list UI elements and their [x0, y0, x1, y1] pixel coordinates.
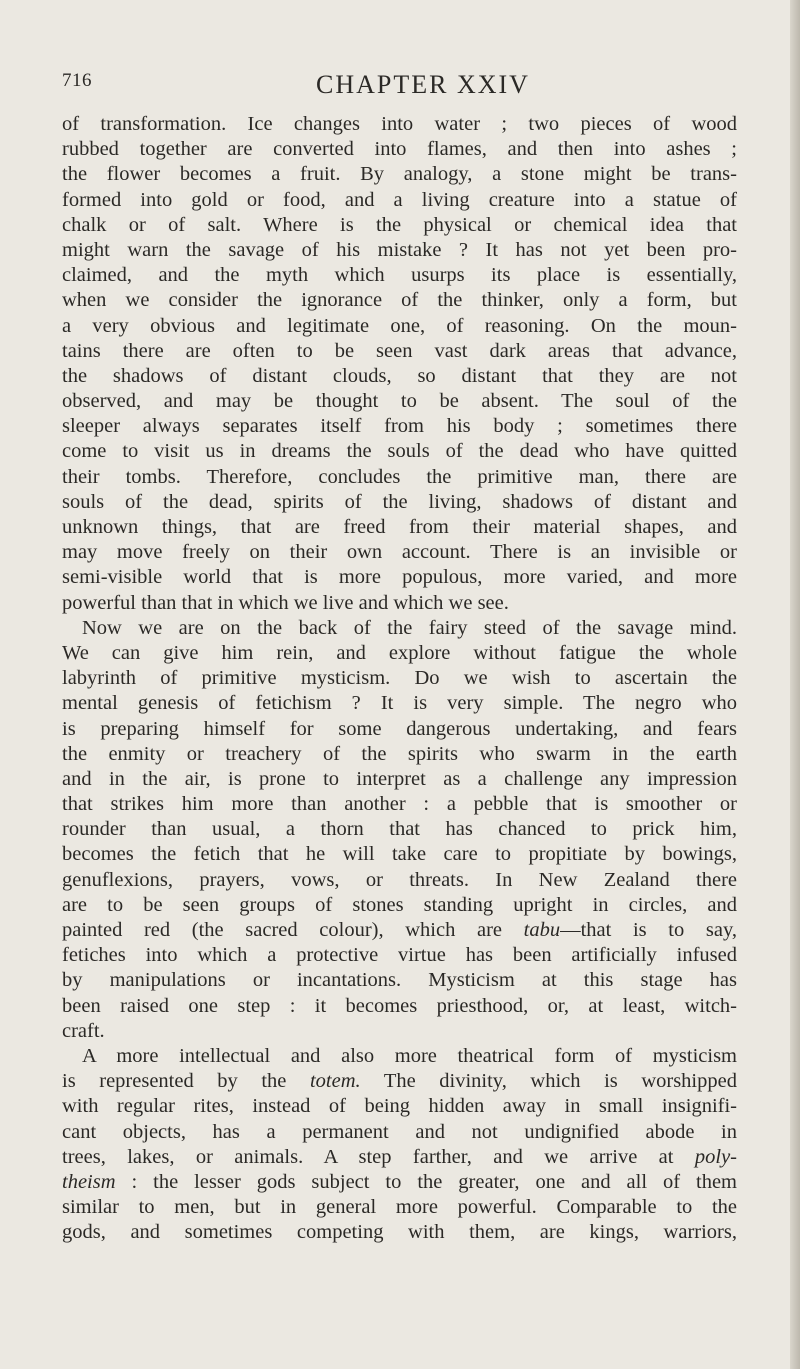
text-line: souls of the dead, spirits of the living, shadows of distant and	[62, 490, 737, 513]
text-line: that strikes him more than another : a pebble that is smoother or	[62, 793, 737, 816]
text-line: been raised one step : it becomes priesthood, or, at least, witch-	[62, 994, 737, 1017]
text-line	[62, 1170, 737, 1195]
text-segment: painted red (the sacred colour), which are	[62, 919, 524, 941]
italic-term: totem.	[309, 1070, 361, 1093]
text-line: claimed, and the myth which usurps its place is essentially,	[62, 264, 737, 287]
text-line: chalk or of salt. Where is the physical or chemical idea that	[62, 213, 737, 236]
text-line: cant objects, has a permanent and not undignified abode in	[62, 1120, 737, 1143]
text-line: gods, and sometimes competing with them, are kings, warriors,	[62, 1221, 737, 1244]
text-line: formed into gold or food, and a living creature into a statue of	[62, 188, 737, 211]
text-line: labyrinth of primitive mysticism. Do we wish to ascertain the	[62, 667, 737, 690]
text-line: genuflexions, prayers, vows, or threats. In New Zealand there	[62, 868, 737, 891]
text-line: craft.	[62, 1019, 105, 1042]
text-line: are to be seen groups of stones standing upright in circles, and	[62, 893, 737, 916]
text-segment: trees, lakes, or animals. A step farther, and we arrive at	[62, 1145, 695, 1168]
text-line: We can give him rein, and explore without fatigue the whole	[62, 641, 737, 664]
text-line: with regular rites, instead of being hidden away in small insignifi-	[62, 1095, 737, 1118]
text-line: come to visit us in dreams the souls of the dead who have quitted	[62, 440, 737, 463]
text-line: their tombs. Therefore, concludes the primitive man, there are	[62, 465, 737, 488]
body-text	[62, 112, 737, 1245]
text-line: powerful than that in which we live and which we see.	[62, 591, 509, 614]
text-line: becomes the fetich that he will take care to propitiate by bowings,	[62, 843, 737, 866]
text-segment: is represented by the	[62, 1070, 310, 1093]
text-segment: —that is to say,	[560, 919, 738, 941]
text-segment: : the lesser gods subject to the greater, one and all of them	[115, 1170, 737, 1193]
text-line: similar to men, but in general more powerful. Comparable to the	[62, 1196, 737, 1219]
text-line: the flower becomes a fruit. By analogy, a stone might be trans-	[62, 163, 737, 186]
page-edge	[790, 0, 800, 1369]
italic-term: theism	[62, 1170, 116, 1193]
text-line: a very obvious and legitimate one, of reasoning. On the moun-	[62, 314, 737, 337]
text-line: observed, and may be thought to be absent. The soul of the	[62, 390, 737, 413]
text-line: A more intellectual and also more theatrical form of mysticism	[82, 1044, 737, 1067]
text-line: the shadows of distant clouds, so distant that they are not	[62, 364, 737, 387]
text-line: might warn the savage of his mistake ? It has not yet been pro-	[62, 238, 737, 261]
text-line: may move freely on their own account. There is an invisible or	[62, 541, 737, 564]
text-line: when we consider the ignorance of the thinker, only a form, but	[62, 289, 737, 312]
text-line: Now we are on the back of the fairy steed of the savage mind.	[82, 616, 737, 639]
text-line: fetiches into which a protective virtue has been artificially infused	[62, 944, 737, 967]
text-segment: The divinity, which is worshipped	[360, 1070, 737, 1093]
text-line: is preparing himself for some dangerous undertaking, and fears	[62, 717, 737, 740]
text-line: and in the air, is prone to interpret as a challenge any impression	[62, 767, 737, 790]
text-line	[62, 1145, 737, 1170]
page-number: 716	[62, 70, 92, 91]
text-line: rubbed together are converted into flames, and then into ashes ;	[62, 138, 737, 161]
text-line: tains there are often to be seen vast dark areas that advance,	[62, 339, 737, 362]
text-line: of transformation. Ice changes into water ; two pieces of wood	[62, 113, 737, 135]
text-line: sleeper always separates itself from his body ; sometimes there	[62, 415, 737, 438]
text-line	[62, 1069, 737, 1094]
italic-term: poly-	[694, 1145, 737, 1168]
text-line	[62, 918, 737, 943]
text-line: by manipulations or incantations. Mysticism at this stage has	[62, 969, 737, 992]
text-line: the enmity or treachery of the spirits who swarm in the earth	[62, 742, 737, 765]
text-line: mental genesis of fetichism ? It is very simple. The negro who	[62, 692, 737, 715]
italic-term: tabu	[523, 919, 561, 941]
text-line: semi-visible world that is more populous, more varied, and more	[62, 566, 737, 589]
running-head: CHAPTER XXIV	[316, 70, 530, 99]
text-line: unknown things, that are freed from their material shapes, and	[62, 516, 737, 538]
text-line: rounder than usual, a thorn that has chanced to prick him,	[62, 818, 737, 841]
